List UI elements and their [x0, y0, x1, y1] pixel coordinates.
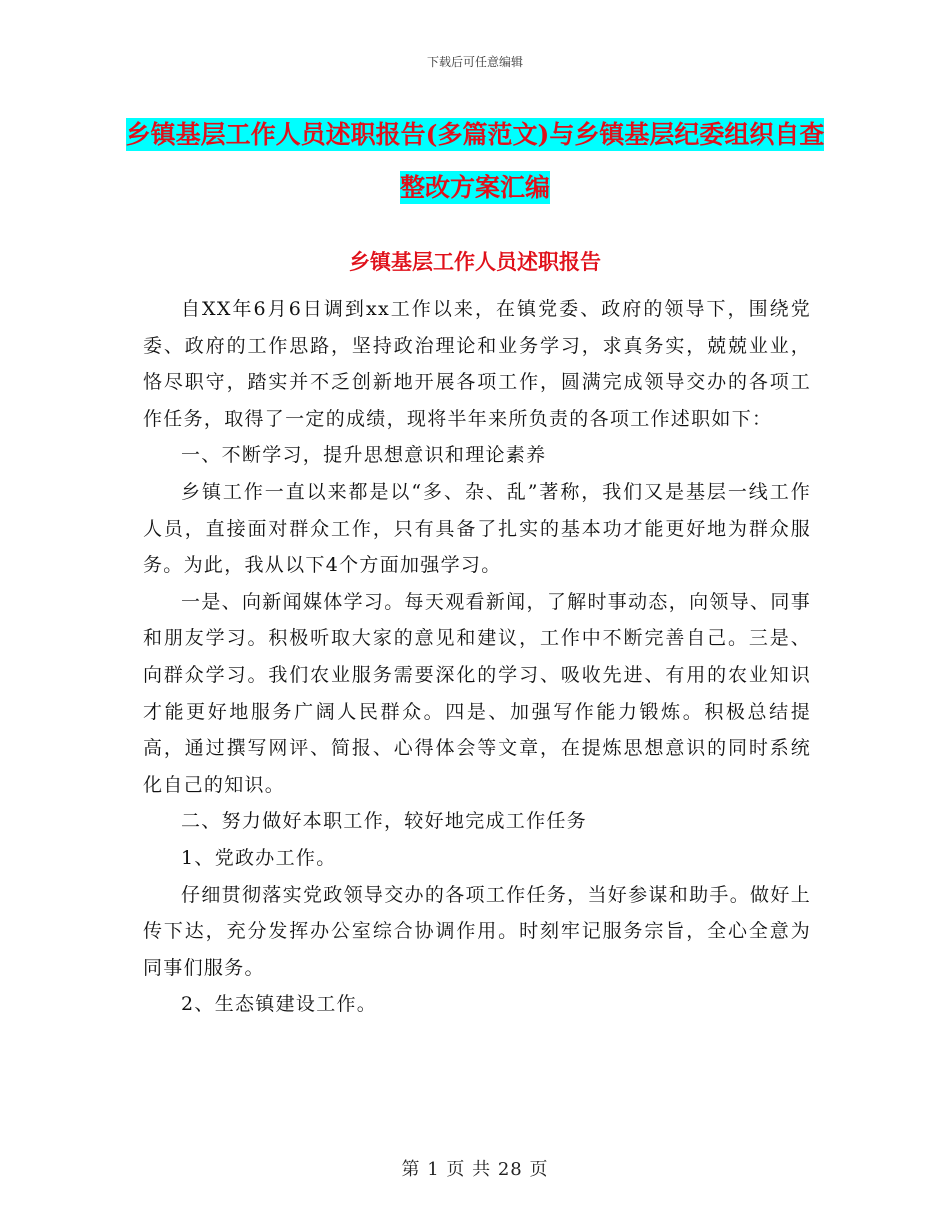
- paragraph: 一是、向新闻媒体学习。每天观看新闻，了解时事动态，向领导、同事和朋友学习。积极听取大家的意见和建议，工作中不断完善自己。三是、向群众学习。我们农业服务需要深化的学习、吸收先进、有用的农业知识才能更好地服务广阔人民群众。四是、加强写作能力锻炼。积极总结提高，通过撰写网评、简报、心得体会等文章，在提炼思想意识的同时系统化自己的知识。: [143, 590, 811, 796]
- document-title-text: 乡镇基层工作人员述职报告(多篇范文)与乡镇基层纪委组织自查整改方案汇编: [125, 120, 825, 202]
- header-note: 下载后可任意编辑: [426, 55, 523, 69]
- paragraph: 乡镇工作一直以来都是以“多、杂、乱”著称，我们又是基层一线工作人员，直接面对群众工作，只有具备了扎实的基本功才能更好地为群众服务。为此，我从以下4个方面加强学习。: [143, 480, 811, 577]
- paragraph-subheading: 2、生态镇建设工作。: [181, 993, 378, 1016]
- section-title: 乡镇基层工作人员述职报告: [349, 249, 601, 274]
- page-number: 第 1 页 共 28 页: [401, 1159, 549, 1180]
- paragraph-heading: 一、不断学习，提升思想意识和理论素养: [181, 444, 547, 467]
- paragraph: 自XX年6月6日调到xx工作以来，在镇党委、政府的领导下，围绕党委、政府的工作思路，坚持政治理论和业务学习，求真务实，兢兢业业，恪尽职守，踏实并不乏创新地开展各项工作，圆满完成领导交办的各项工作任务，取得了一定的成绩，现将半年来所负责的各项工作述职如下：: [143, 298, 811, 430]
- body-text: [143, 291, 811, 1023]
- document-title: [120, 108, 830, 214]
- paragraph-subheading: 1、党政办工作。: [181, 846, 337, 869]
- paragraph: 仔细贯彻落实党政领导交办的各项工作任务，当好参谋和助手。做好上传下达，充分发挥办公室综合协调作用。时刻牢记服务宗旨，全心全意为同事们服务。: [143, 883, 811, 979]
- paragraph-heading: 二、努力做好本职工作，较好地完成工作任务: [181, 810, 588, 833]
